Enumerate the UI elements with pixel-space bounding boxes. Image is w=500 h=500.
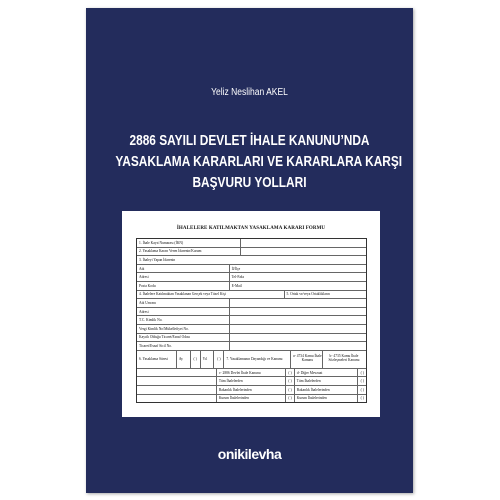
form-cell: ( )	[285, 377, 294, 385]
title-line: YASAKLAMA KARARLARI VE KARARLARA KARŞI	[115, 154, 403, 170]
form-cell: ( )	[285, 395, 294, 403]
form-cell: Bakanlık İhalelerinden	[294, 386, 358, 394]
form-cell: ( )	[357, 386, 366, 394]
form-cell: İl/İlçe	[229, 265, 366, 273]
form-row	[137, 308, 366, 317]
form-cell: E-Mail	[229, 282, 366, 290]
title-line: 2886 SAYILI DEVLET İHALE KANUNU’NDA	[129, 133, 370, 149]
form-cell	[229, 299, 366, 307]
form-cell	[137, 395, 216, 403]
form-cell: 4. İhalelere Katılmaktan Yasaklanan Gerçek veya Tüzel Kişi	[139, 292, 226, 297]
form-cell: ( )	[213, 351, 223, 368]
form-row	[137, 256, 366, 265]
form-row	[137, 265, 366, 274]
form-image	[122, 211, 380, 417]
form-cell: ( )	[357, 395, 366, 403]
form-cell: Ay	[176, 351, 190, 368]
form-cell: ( )	[190, 351, 200, 368]
form-cell: Vergi Kimlik No/Mükellefiyet No.	[139, 326, 189, 331]
form-row	[137, 386, 366, 395]
form-grid	[136, 238, 367, 403]
form-row	[137, 316, 366, 325]
form-cell: Yıl	[200, 351, 214, 368]
form-cell: b- 4735 Kamu İhale Sözleşmeleri Kanunu	[322, 351, 363, 368]
form-cell	[229, 325, 366, 333]
form-cell: d- Diğer Mevzuat	[294, 369, 358, 377]
form-cell: Posta Kodu	[139, 283, 156, 288]
form-cell: Tüm İhalelerden	[216, 377, 285, 385]
form-row	[137, 273, 366, 282]
form-cell: Adresi	[139, 309, 149, 314]
form-cell: T.C. Kimlik No.	[139, 318, 163, 323]
form-cell	[240, 239, 366, 247]
form-row	[137, 334, 366, 343]
form-cell: Adı Unvanı	[139, 300, 156, 305]
form-cell: 6. Yasaklama Süresi	[139, 357, 168, 362]
form-cell	[229, 342, 366, 350]
form-row	[137, 248, 366, 257]
form-cell: Adı	[139, 266, 145, 271]
form-cell	[137, 377, 216, 385]
form-cell: 3. İhaleyi Yapan İdarenin	[139, 257, 176, 262]
book-title	[115, 131, 403, 194]
form-row	[137, 369, 366, 378]
form-cell: ( )	[357, 377, 366, 385]
form-row	[137, 395, 366, 403]
form-cell	[137, 386, 216, 394]
form-cell: Kurum İhalelerinden	[294, 395, 358, 403]
publisher-logo: onikilevha	[217, 446, 282, 462]
form-cell	[137, 369, 216, 377]
title-line: BAŞVURU YOLLARI	[192, 175, 307, 191]
form-cell: Kurum İhalelerinden	[216, 395, 285, 403]
author-name: Yeliz Neslihan AKEL	[211, 87, 288, 98]
form-cell	[229, 334, 366, 342]
form-title: İHALELERE KATILMAKTAN YASAKLAMA KARARI FORMU	[176, 226, 326, 231]
form-cell: ( )	[357, 369, 366, 377]
form-cell	[240, 248, 366, 256]
form-cell: Ticaret/Esnaf Sicil No.	[139, 343, 172, 348]
form-cell: ( )	[285, 386, 294, 394]
form-row	[137, 342, 366, 351]
form-row	[137, 377, 366, 386]
form-cell: 5. Ortak ve/veya Ortaklıkların	[284, 291, 366, 299]
form-cell: Kayıtlı Olduğu Ticaret/Esnaf Odası	[139, 335, 191, 340]
form-cell: ( )	[285, 369, 294, 377]
form-cell: Bakanlık İhalelerinden	[216, 386, 285, 394]
form-cell: Tel-Faks	[229, 273, 366, 281]
form-cell: c- 2886 Devlet İhale Kanunu	[216, 369, 285, 377]
form-cell: Adresi	[139, 275, 149, 280]
form-cell	[229, 316, 366, 324]
form-cell	[229, 308, 366, 316]
form-row	[137, 239, 366, 248]
form-cell: 2. Yasaklama Kararı Veren İdarenin/Kurum	[139, 249, 202, 254]
form-row	[137, 325, 366, 334]
form-row	[137, 282, 366, 291]
form-row	[137, 291, 366, 300]
form-cell: 1. İhale Kayıt Numarası (İKN)	[139, 240, 184, 245]
form-cell: a- 4734 Kamu İhale Kanunu	[290, 351, 322, 368]
form-row	[137, 299, 366, 308]
form-row	[137, 351, 366, 369]
form-cell: 7. Yasaklamanın Dayandığı ve Kanunu	[223, 351, 289, 368]
form-cell: Tüm İhalelerden	[294, 377, 358, 385]
